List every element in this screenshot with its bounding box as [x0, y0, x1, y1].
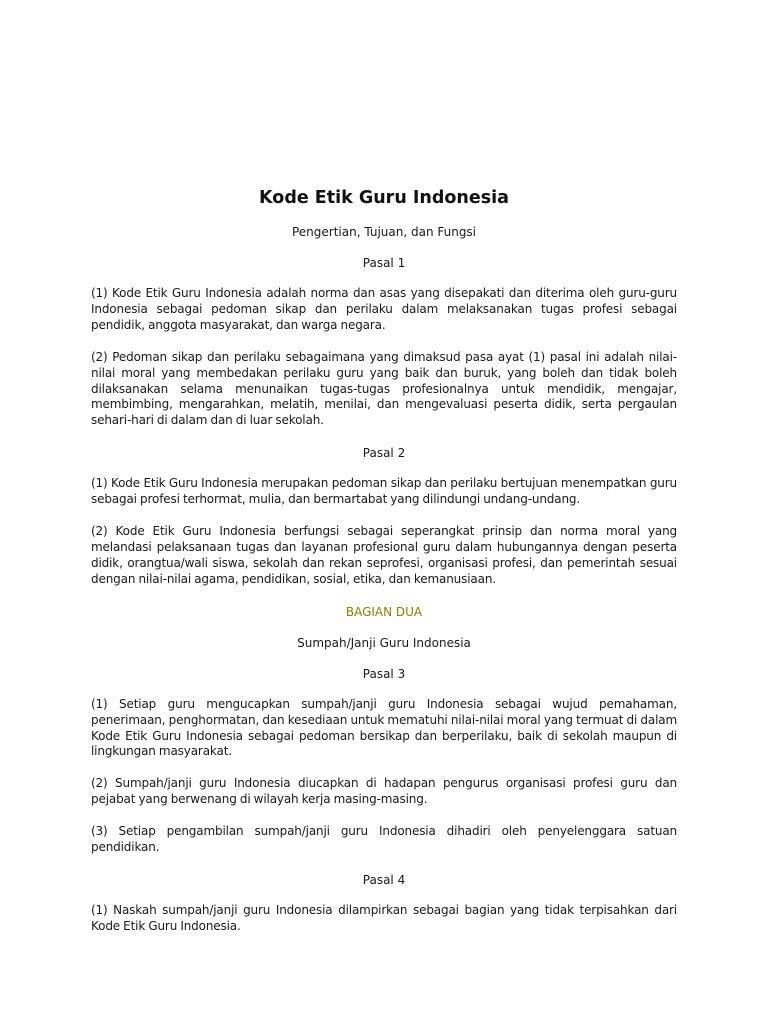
document-title: Kode Etik Guru Indonesia	[259, 188, 509, 208]
pasal-1-paragraph-1: (1) Kode Etik Guru Indonesia adalah norma dan asas yang disepakati dan diterima oleh guru-guru Indonesia sebagai pedoman sikap dan perilaku dalam melaksanakan tugas profesi sebagai pendidik, anggota masyarakat, dan warga negara.	[91, 286, 677, 332]
pasal-1-heading: Pasal 1	[362, 256, 406, 270]
pasal-3-paragraph-1: (1) Setiap guru mengucapkan sumpah/janji guru Indonesia sebagai wujud pemahaman, penerimaan, penghormatan, dan kesediaan untuk mematuhi nilai-nilai moral yang termuat di dalam Kode Etik Guru Indonesia sebagai pedoman bersikap dan berperilaku, baik di sekolah maupun di lingkungan masyarakat.	[91, 696, 677, 759]
pasal-2-heading: Pasal 2	[362, 446, 406, 461]
document-subtitle: Pengertian, Tujuan, dan Fungsi	[291, 225, 477, 239]
pasal-4-heading: Pasal 4	[362, 872, 406, 887]
bagian-dua-label: BAGIAN DUA	[345, 604, 423, 619]
pasal-2-paragraph-1: (1) Kode Etik Guru Indonesia merupakan pedoman sikap dan perilaku bertujuan menempatkan guru sebagai profesi terhormat, mulia, dan bermartabat yang dilindungi undang-undang.	[91, 476, 677, 507]
document-body	[91, 186, 677, 951]
pasal-3-heading: Pasal 3	[362, 666, 406, 681]
pasal-4-paragraph-1: (1) Naskah sumpah/janji guru Indonesia dilampirkan sebagai bagian yang tidak terpisahkan dari Kode Etik Guru Indonesia.	[91, 902, 677, 933]
pasal-3-paragraph-2: (2) Sumpah/janji guru Indonesia diucapkan di hadapan pengurus organisasi profesi guru dan pejabat yang berwenang di wilayah kerja masing-masing.	[91, 776, 677, 807]
pasal-3-paragraph-3: (3) Setiap pengambilan sumpah/janji guru Indonesia dihadiri oleh penyelenggara satuan pendidikan.	[91, 824, 677, 855]
pasal-2-paragraph-2: (2) Kode Etik Guru Indonesia berfungsi sebagai seperangkat prinsip dan norma moral yang melandasi pelaksanaan tugas dan layanan profesional guru dalam hubungannya dengan peserta didik, orangtua/wali siswa, sekolah dan rekan seprofesi, organisasi profesi, dan pemerintah sesuai dengan nilai-nilai agama, pendidikan, sosial, etika, dan kemanusiaan.	[91, 524, 677, 586]
pasal-1-paragraph-2: (2) Pedoman sikap dan perilaku sebagaimana yang dimaksud pasa ayat (1) pasal ini adalah nilai-nilai moral yang membedakan perilaku guru yang baik dan buruk, yang boleh dan tidak boleh dilaksanakan selama menunaikan tugas-tugas profesionalnya untuk mendidik, mengajar, membimbing, mengarahkan, melatih, menilai, dan mengevaluasi peserta didik, serta pergaulan sehari-hari di dalam dan di luar sekolah.	[91, 349, 677, 428]
bagian-dua-subtitle: Sumpah/Janji Guru Indonesia	[297, 635, 471, 650]
